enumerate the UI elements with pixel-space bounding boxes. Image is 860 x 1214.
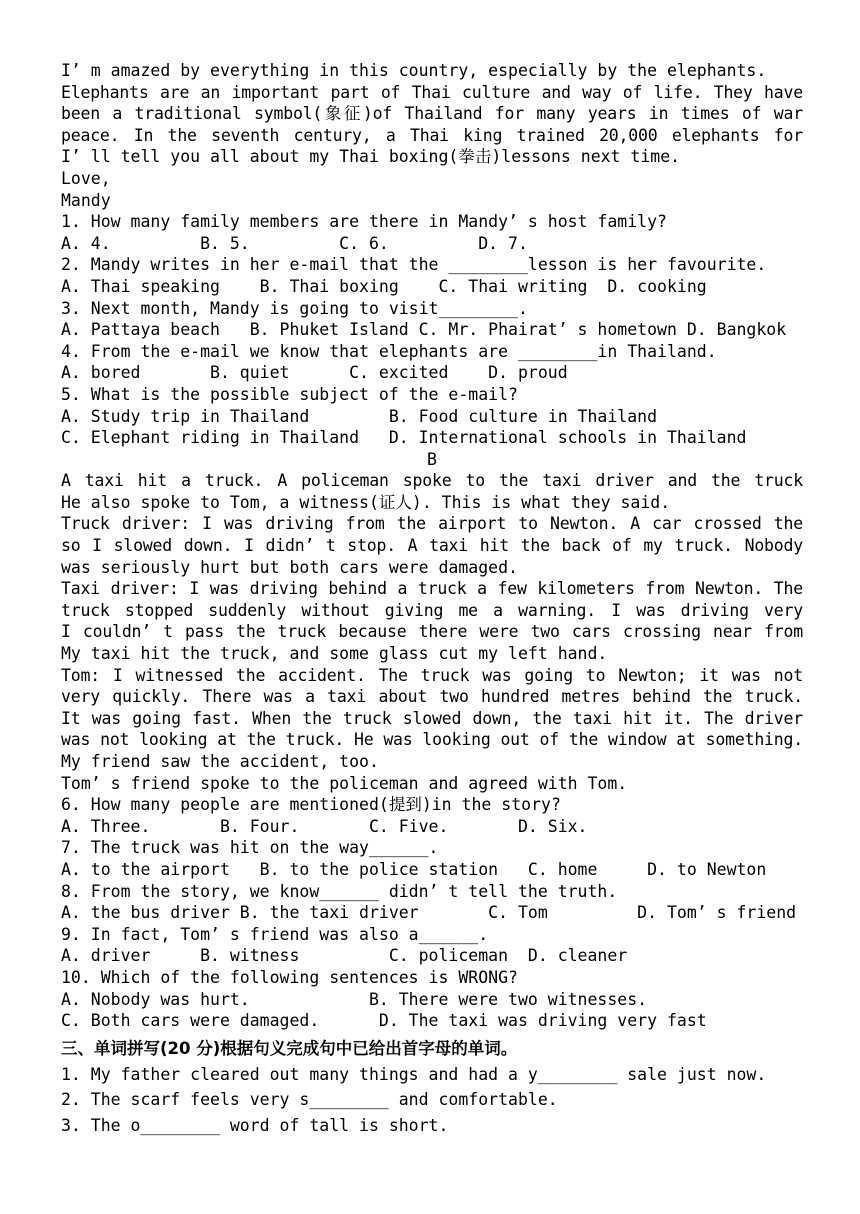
spelling-item: 2. The scarf feels very s________ and comfortable. [61,1090,558,1110]
letter-closing: Love, [61,168,111,188]
question-stem: 9. In fact, Tom’ s friend was also a______. [61,924,489,944]
passage-line: A taxi hit a truck. A policeman spoke to the taxi driver and the truck [61,471,803,491]
question-options: A. Three. B. Four. C. Five. D. Six. [61,816,588,836]
passage-line: Tom’ s friend spoke to the policeman and agreed with Tom. [61,773,628,793]
spelling-items [61,1062,803,1139]
question-options: A. driver B. witness C. policeman D. cleaner [61,946,628,966]
passage-line: Taxi driver: I was driving behind a truck a few kilometers from Newton. The [61,579,803,599]
passage-line: very quickly. There was a taxi about two hundred metres behind the truck. [61,687,803,707]
question-stem: 5. What is the possible subject of the e-mail? [61,384,518,404]
passage-line: Elephants are an important part of Thai culture and way of life. They have [61,82,803,102]
question-stem: 3. Next month, Mandy is going to visit________. [61,298,528,318]
section-b-label: B [427,449,437,469]
passage-a-end [61,60,803,211]
section-3-heading: 三、单词拼写(20 分)根据句义完成句中已给出首字母的单词。 [61,1038,518,1058]
spelling-item: 1. My father cleared out many things and had a y________ sale just now. [61,1064,767,1084]
questions-b [61,794,803,1032]
question-options: A. Thai speaking B. Thai boxing C. Thai writing D. cooking [61,276,707,296]
passage-line: Truck driver: I was driving from the airport to Newton. A car crossed the [61,514,803,534]
passage-line: truck stopped suddenly without giving me a warning. I was driving very [61,600,803,620]
passage-b [61,470,803,794]
questions-a [61,211,803,449]
document-page [61,60,803,1139]
passage-line: been a traditional symbol(象征)of Thailand for many years in times of war [61,104,803,124]
question-options: A. Study trip in Thailand B. Food culture in Thailand [61,406,658,426]
question-options: A. to the airport B. to the police station C. home D. to Newton [61,859,767,879]
letter-signature: Mandy [61,190,111,210]
passage-line: My friend saw the accident, too. [61,752,379,771]
passage-line: Tom: I witnessed the accident. The truck was going to Newton; it was not [61,665,803,685]
question-stem: 1. How many family members are there in Mandy’ s host family? [61,212,667,232]
question-stem: 4. From the e-mail we know that elephants are ________in Thailand. [61,341,717,361]
passage-line: so I slowed down. I didn’ t stop. A taxi hit the back of my truck. Nobody [61,536,803,556]
passage-line: My taxi hit the truck, and some glass cut my left hand. [61,644,608,664]
passage-line: peace. In the seventh century, a Thai king trained 20,000 elephants for [61,125,803,145]
question-stem: 6. How many people are mentioned(提到)in the story? [61,795,561,815]
spelling-item: 3. The o________ word of tall is short. [61,1115,449,1135]
question-options: A. 4. B. 5. C. 6. D. 7. [61,233,528,253]
question-options: C. Elephant riding in Thailand D. International schools in Thailand [61,428,747,448]
question-options: A. Pattaya beach B. Phuket Island C. Mr. Phairat’ s hometown D. Bangkok [61,320,787,340]
question-stem: 7. The truck was hit on the way______. [61,838,439,858]
passage-line: I’ ll tell you all about my Thai boxing(拳击)lessons next time. [61,147,681,167]
question-options: A. bored B. quiet C. excited D. proud [61,363,568,383]
question-stem: 8. From the story, we know______ didn’ t tell the truth. [61,881,618,901]
passage-line: He also spoke to Tom, a witness(证人). This is what they said. [61,492,671,512]
question-options: C. Both cars were damaged. D. The taxi was driving very fast [61,1011,707,1031]
passage-line: I couldn’ t pass the truck because there were two cars crossing near from [61,622,803,642]
question-options: A. Nobody was hurt. B. There were two witnesses. [61,989,648,1009]
passage-line: I’ m amazed by everything in this country, especially by the elephants. [61,61,767,80]
question-options: A. the bus driver B. the taxi driver C. Tom D. Tom’ s friend [61,903,797,923]
passage-line: was not looking at the truck. He was looking out of the window at something. [61,730,803,750]
question-stem: 2. Mandy writes in her e-mail that the ________lesson is her favourite. [61,255,767,275]
passage-line: It was going fast. When the truck slowed down, the taxi hit it. The driver [61,708,803,728]
passage-line: was seriously hurt but both cars were damaged. [61,557,518,577]
question-stem: 10. Which of the following sentences is WRONG? [61,967,518,987]
